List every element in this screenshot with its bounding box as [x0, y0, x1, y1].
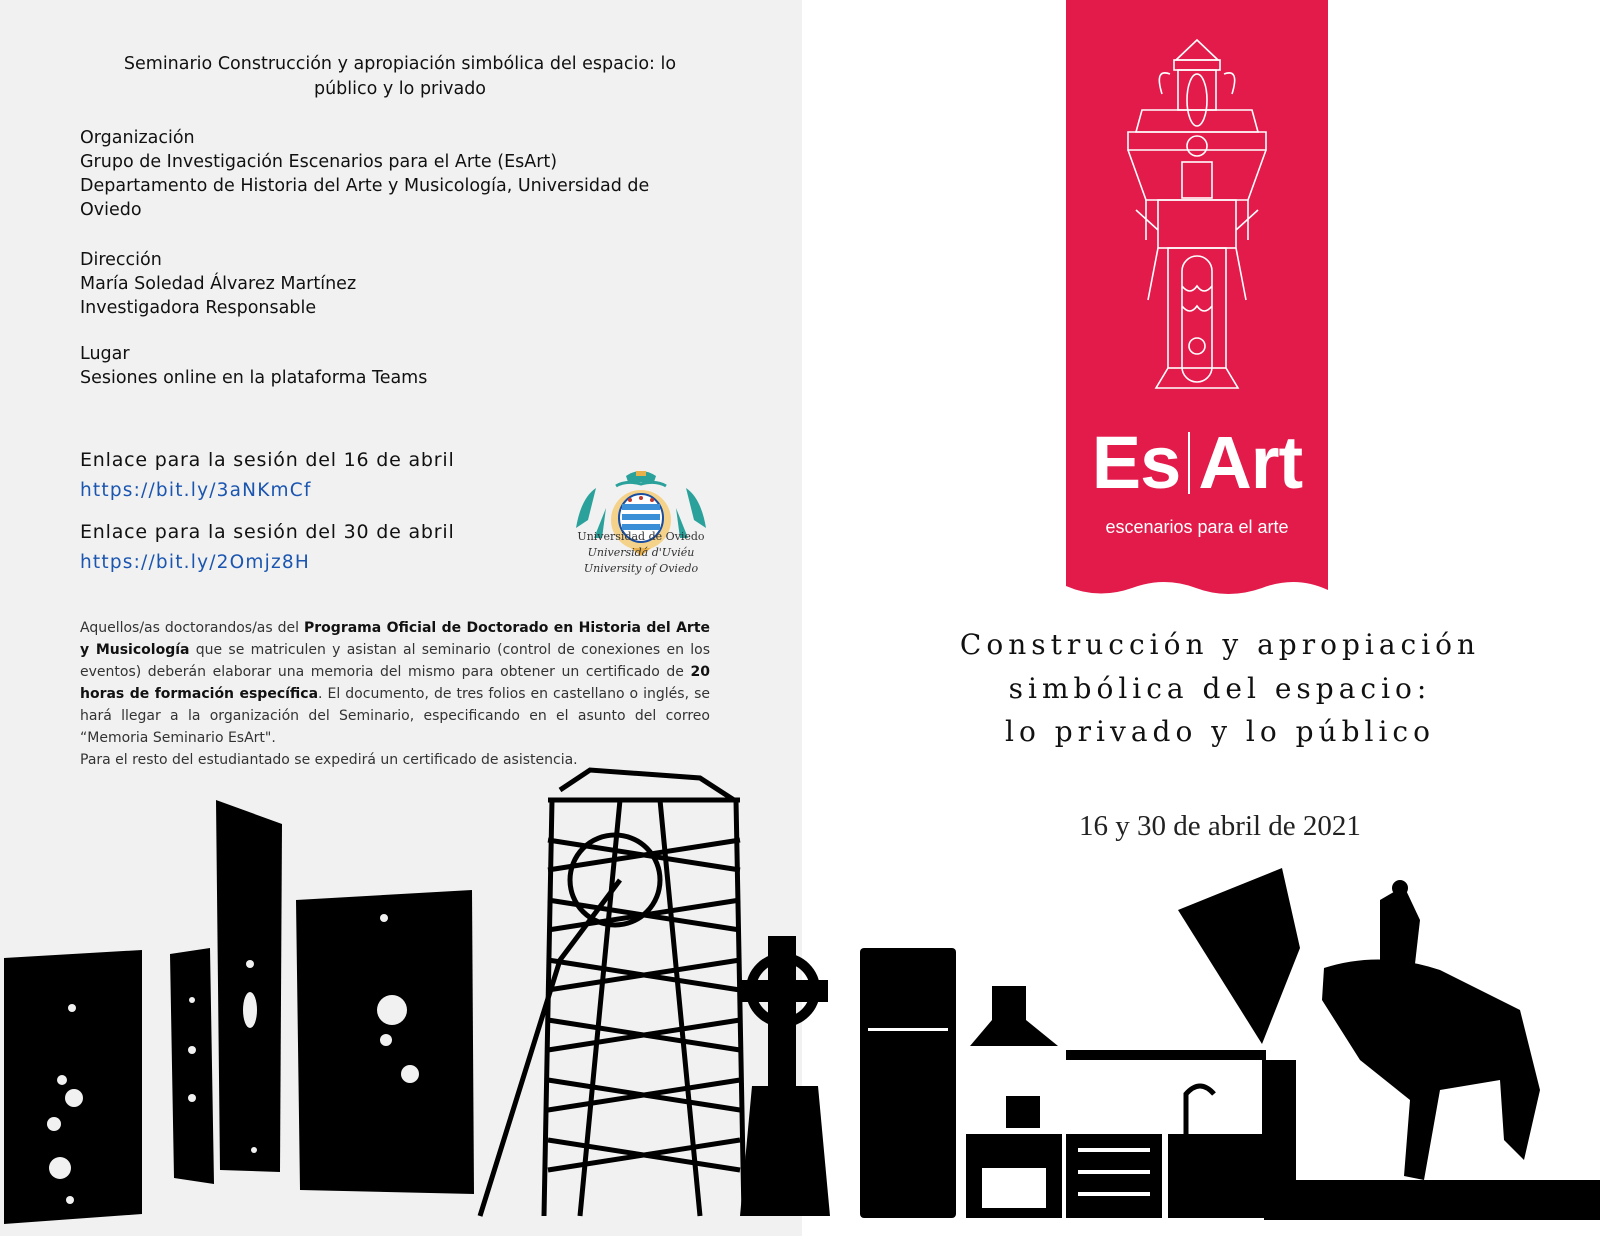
lugar-heading: Lugar	[80, 344, 130, 364]
seminar-title-line2: público y lo privado	[313, 79, 487, 99]
paragraph-bold-hours: 20 horas de formación específica	[80, 664, 710, 702]
paragraph-text-2: que se matriculen y asistan al seminario (control de conexiones en los eventos) deberán elaborar una memoria del mismo para obtener un certificado de	[80, 642, 710, 680]
paragraph-text-3: . El documento, de tres folios en castellano o inglés, se hará llegar a la organización del Seminario, especificando en el asunto del correo “Memoria Seminario EsArt".	[80, 686, 710, 746]
lugar-text: Sesiones online en la plataforma Teams	[80, 368, 428, 388]
headframe-silhouette	[480, 770, 744, 1216]
university-name-ast: Universidá d'Uviéu	[587, 546, 695, 559]
celtic-cross-silhouette	[738, 936, 830, 1216]
esart-subtitle: escenarios para el arte	[1105, 517, 1289, 537]
session-2-label: Enlace para la sesión del 30 de abril	[80, 521, 455, 543]
paragraph-text-1: Aquellos/as doctorandos/as del	[80, 620, 305, 636]
paragraph-text-4: Para el resto del estudiantado se expedirá un certificado de asistencia.	[80, 752, 578, 768]
direccion-role: Investigadora Responsable	[80, 298, 317, 318]
session-2-link[interactable]: https://bit.ly/2Omjz8H	[80, 552, 310, 573]
organizacion-heading: Organización	[80, 128, 195, 148]
organizacion-line3: Oviedo	[80, 200, 142, 220]
session-1-link[interactable]: https://bit.ly/3aNKmCf	[80, 480, 312, 501]
organizacion-line1: Grupo de Investigación Escenarios para el Arte (EsArt)	[80, 152, 558, 172]
brand-art: Art	[1198, 421, 1303, 504]
seminar-title-line1: Seminario Construcción y apropiación simbólica del espacio: lo	[123, 54, 677, 74]
organizacion-line2: Departamento de Historia del Arte y Musicología, Universidad de	[80, 176, 650, 196]
event-date: 16 y 30 de abril de 2021	[1079, 810, 1361, 842]
main-title-line1: Construcción y apropiación	[959, 628, 1481, 661]
session-1-label: Enlace para la sesión del 16 de abril	[80, 449, 455, 471]
direccion-name: María Soledad Álvarez Martínez	[80, 274, 357, 294]
refrigerator-silhouette	[860, 948, 956, 1218]
main-title-line2: simbólica del espacio:	[1008, 672, 1432, 705]
brand-es: Es	[1091, 421, 1181, 504]
university-name-en: University of Oviedo	[583, 562, 699, 575]
university-name-es: Universidad de Oviedo	[577, 530, 705, 543]
main-title-line3: lo privado y lo público	[1005, 715, 1435, 748]
direccion-heading: Dirección	[80, 250, 162, 270]
paragraph-bold-program: Programa Oficial de Doctorado en Historia del Arte y Musicología	[80, 620, 711, 658]
hood-silhouette	[970, 986, 1058, 1046]
